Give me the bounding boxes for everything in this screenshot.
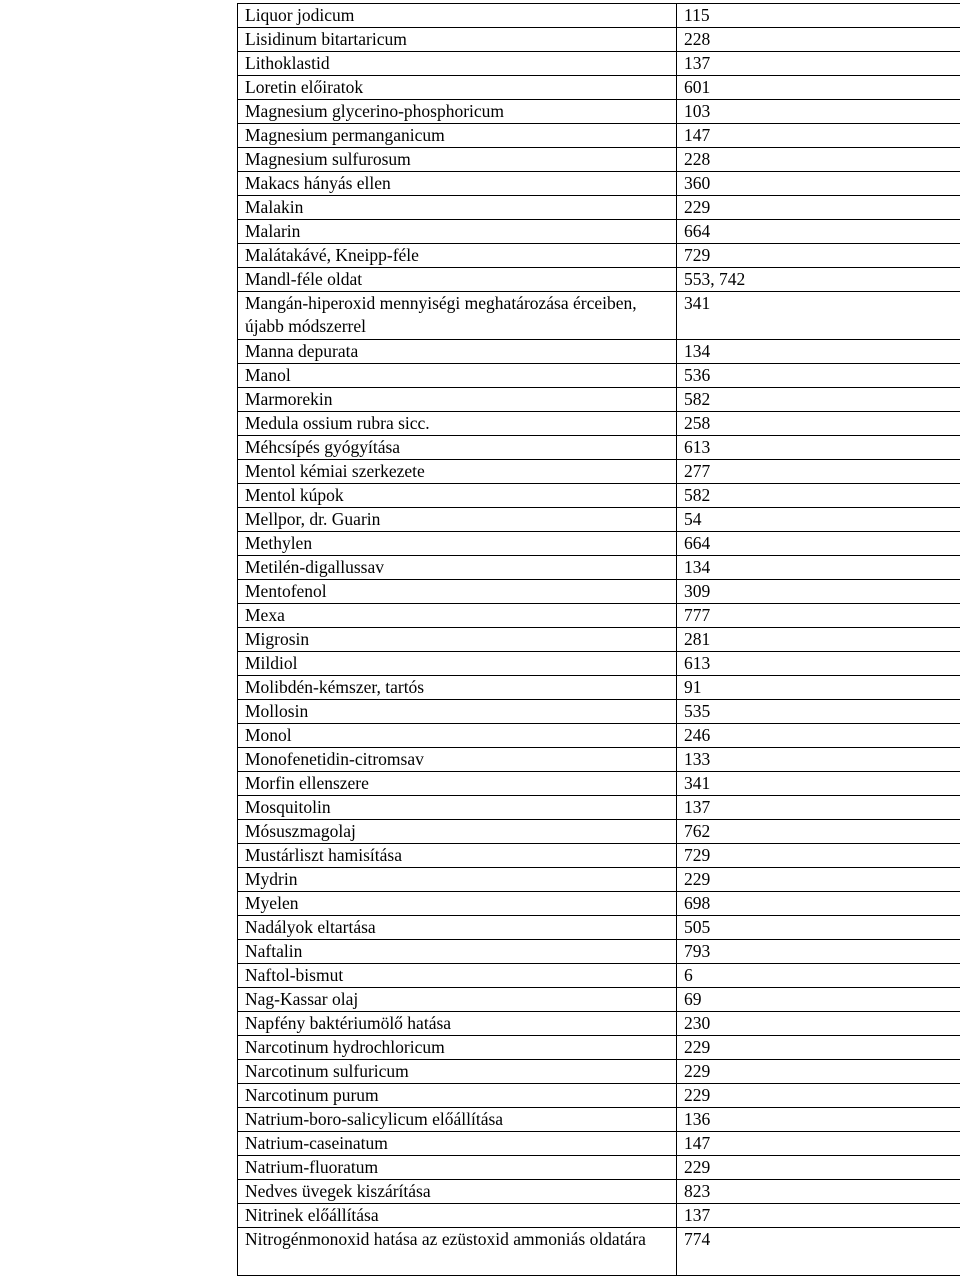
index-row <box>238 1036 960 1060</box>
index-page-numbers: 535 <box>677 700 960 724</box>
index-row <box>238 1204 960 1228</box>
index-row <box>238 148 960 172</box>
index-row <box>238 124 960 148</box>
index-page-numbers: 246 <box>677 724 960 748</box>
index-row <box>238 388 960 412</box>
index-term: Méhcsípés gyógyítása <box>238 436 677 460</box>
index-row <box>238 1108 960 1132</box>
index-page-numbers: 777 <box>677 604 960 628</box>
index-term: Lithoklastid <box>238 52 677 76</box>
index-page-numbers: 228 <box>677 28 960 52</box>
index-row <box>238 364 960 388</box>
index-term: Monol <box>238 724 677 748</box>
index-term: Malátakávé, Kneipp-féle <box>238 244 677 268</box>
index-page-numbers: 230 <box>677 1012 960 1036</box>
index-page-numbers: 133 <box>677 748 960 772</box>
index-page-numbers: 147 <box>677 124 960 148</box>
index-term: Migrosin <box>238 628 677 652</box>
index-row <box>238 556 960 580</box>
index-term: Mentofenol <box>238 580 677 604</box>
index-row <box>238 940 960 964</box>
index-term: Mexa <box>238 604 677 628</box>
index-row <box>238 52 960 76</box>
index-term: Nitrogénmonoxid hatása az ezüstoxid ammoniás oldatára <box>238 1228 677 1276</box>
index-page-numbers: 664 <box>677 220 960 244</box>
index-term: Narcotinum purum <box>238 1084 677 1108</box>
index-row <box>238 772 960 796</box>
index-page-numbers: 229 <box>677 1084 960 1108</box>
index-table-body <box>238 4 960 1276</box>
index-row <box>238 340 960 364</box>
index-term: Lisidinum bitartaricum <box>238 28 677 52</box>
index-row <box>238 172 960 196</box>
index-page-numbers: 582 <box>677 484 960 508</box>
index-row <box>238 988 960 1012</box>
index-term: Mellpor, dr. Guarin <box>238 508 677 532</box>
index-term: Nitrinek előállítása <box>238 1204 677 1228</box>
index-page-numbers: 729 <box>677 244 960 268</box>
index-row <box>238 100 960 124</box>
index-row <box>238 1180 960 1204</box>
index-page-numbers: 228 <box>677 148 960 172</box>
index-page-numbers: 613 <box>677 436 960 460</box>
index-term: Mildiol <box>238 652 677 676</box>
index-row <box>238 484 960 508</box>
index-row <box>238 4 960 28</box>
index-row <box>238 724 960 748</box>
index-row <box>238 1156 960 1180</box>
index-term: Natrium-fluoratum <box>238 1156 677 1180</box>
index-term: Monofenetidin-citromsav <box>238 748 677 772</box>
index-page-numbers: 823 <box>677 1180 960 1204</box>
index-page-numbers: 582 <box>677 388 960 412</box>
index-term: Mentol kúpok <box>238 484 677 508</box>
index-term: Metilén-digallussav <box>238 556 677 580</box>
index-term: Natrium-boro-salicylicum előállítása <box>238 1108 677 1132</box>
index-row <box>238 892 960 916</box>
index-term: Mandl-féle oldat <box>238 268 677 292</box>
index-page-numbers: 309 <box>677 580 960 604</box>
index-page-numbers: 281 <box>677 628 960 652</box>
index-row <box>238 1012 960 1036</box>
index-term: Makacs hányás ellen <box>238 172 677 196</box>
index-term: Mosquitolin <box>238 796 677 820</box>
index-row <box>238 196 960 220</box>
index-term: Nadályok eltartása <box>238 916 677 940</box>
index-row <box>238 28 960 52</box>
index-term: Magnesium permanganicum <box>238 124 677 148</box>
index-term: Medula ossium rubra sicc. <box>238 412 677 436</box>
index-page-numbers: 137 <box>677 52 960 76</box>
index-term: Methylen <box>238 532 677 556</box>
index-term: Magnesium glycerino-phosphoricum <box>238 100 677 124</box>
index-page-numbers: 613 <box>677 652 960 676</box>
index-page-numbers: 793 <box>677 940 960 964</box>
index-row <box>238 820 960 844</box>
index-row <box>238 460 960 484</box>
index-term: Malarin <box>238 220 677 244</box>
index-row <box>238 916 960 940</box>
index-term: Manol <box>238 364 677 388</box>
index-page-numbers: 69 <box>677 988 960 1012</box>
index-page-numbers: 6 <box>677 964 960 988</box>
index-page-numbers: 229 <box>677 1036 960 1060</box>
index-term: Nedves üvegek kiszárítása <box>238 1180 677 1204</box>
index-row <box>238 604 960 628</box>
index-row <box>238 220 960 244</box>
index-term: Natrium-caseinatum <box>238 1132 677 1156</box>
index-page-numbers: 137 <box>677 1204 960 1228</box>
index-page-numbers: 774 <box>677 1228 960 1276</box>
index-page-numbers: 258 <box>677 412 960 436</box>
index-row <box>238 700 960 724</box>
index-page-numbers: 601 <box>677 76 960 100</box>
index-page-numbers: 229 <box>677 196 960 220</box>
index-page-numbers: 277 <box>677 460 960 484</box>
index-term: Manna depurata <box>238 340 677 364</box>
index-term: Napfény baktériumölő hatása <box>238 1012 677 1036</box>
index-term: Mydrin <box>238 868 677 892</box>
index-term: Morfin ellenszere <box>238 772 677 796</box>
index-term: Mollosin <box>238 700 677 724</box>
index-page-numbers: 360 <box>677 172 960 196</box>
index-row <box>238 76 960 100</box>
index-term: Marmorekin <box>238 388 677 412</box>
index-page-numbers: 553, 742 <box>677 268 960 292</box>
index-page-numbers: 729 <box>677 844 960 868</box>
index-page-numbers: 134 <box>677 556 960 580</box>
index-term: Mentol kémiai szerkezete <box>238 460 677 484</box>
index-row <box>238 532 960 556</box>
index-page-numbers: 664 <box>677 532 960 556</box>
index-page-numbers: 136 <box>677 1108 960 1132</box>
index-term: Molibdén-kémszer, tartós <box>238 676 677 700</box>
index-term: Naftalin <box>238 940 677 964</box>
index-term: Narcotinum hydrochloricum <box>238 1036 677 1060</box>
index-page-numbers: 147 <box>677 1132 960 1156</box>
index-row <box>238 868 960 892</box>
index-term: Narcotinum sulfuricum <box>238 1060 677 1084</box>
index-term: Naftol-bismut <box>238 964 677 988</box>
index-row <box>238 292 960 340</box>
index-row <box>238 412 960 436</box>
index-row <box>238 964 960 988</box>
index-page-numbers: 229 <box>677 868 960 892</box>
index-page-numbers: 134 <box>677 340 960 364</box>
index-row <box>238 676 960 700</box>
index-page-numbers: 54 <box>677 508 960 532</box>
index-page-numbers: 229 <box>677 1060 960 1084</box>
index-row <box>238 436 960 460</box>
index-row <box>238 508 960 532</box>
index-row <box>238 1228 960 1276</box>
index-page-numbers: 762 <box>677 820 960 844</box>
index-term: Liquor jodicum <box>238 4 677 28</box>
index-row <box>238 1132 960 1156</box>
index-row <box>238 268 960 292</box>
index-term: Mustárliszt hamisítása <box>238 844 677 868</box>
index-row <box>238 844 960 868</box>
index-term: Nag-Kassar olaj <box>238 988 677 1012</box>
index-page-numbers: 91 <box>677 676 960 700</box>
index-row <box>238 1084 960 1108</box>
index-term: Myelen <box>238 892 677 916</box>
index-term: Loretin előiratok <box>238 76 677 100</box>
index-row <box>238 244 960 268</box>
index-row <box>238 796 960 820</box>
index-term: Malakin <box>238 196 677 220</box>
index-row <box>238 628 960 652</box>
index-row <box>238 1060 960 1084</box>
index-page-numbers: 341 <box>677 292 960 340</box>
index-table <box>237 3 960 1276</box>
index-page-numbers: 341 <box>677 772 960 796</box>
index-page-numbers: 137 <box>677 796 960 820</box>
index-row <box>238 748 960 772</box>
index-page-numbers: 103 <box>677 100 960 124</box>
index-page-numbers: 115 <box>677 4 960 28</box>
index-page-numbers: 505 <box>677 916 960 940</box>
index-term: Mangán-hiperoxid mennyiségi meghatározása érceiben, újabb módszerrel <box>238 292 677 340</box>
index-term: Magnesium sulfurosum <box>238 148 677 172</box>
index-row <box>238 652 960 676</box>
index-page-numbers: 229 <box>677 1156 960 1180</box>
index-row <box>238 580 960 604</box>
index-page-numbers: 698 <box>677 892 960 916</box>
index-page-numbers: 536 <box>677 364 960 388</box>
index-term: Mósuszmagolaj <box>238 820 677 844</box>
